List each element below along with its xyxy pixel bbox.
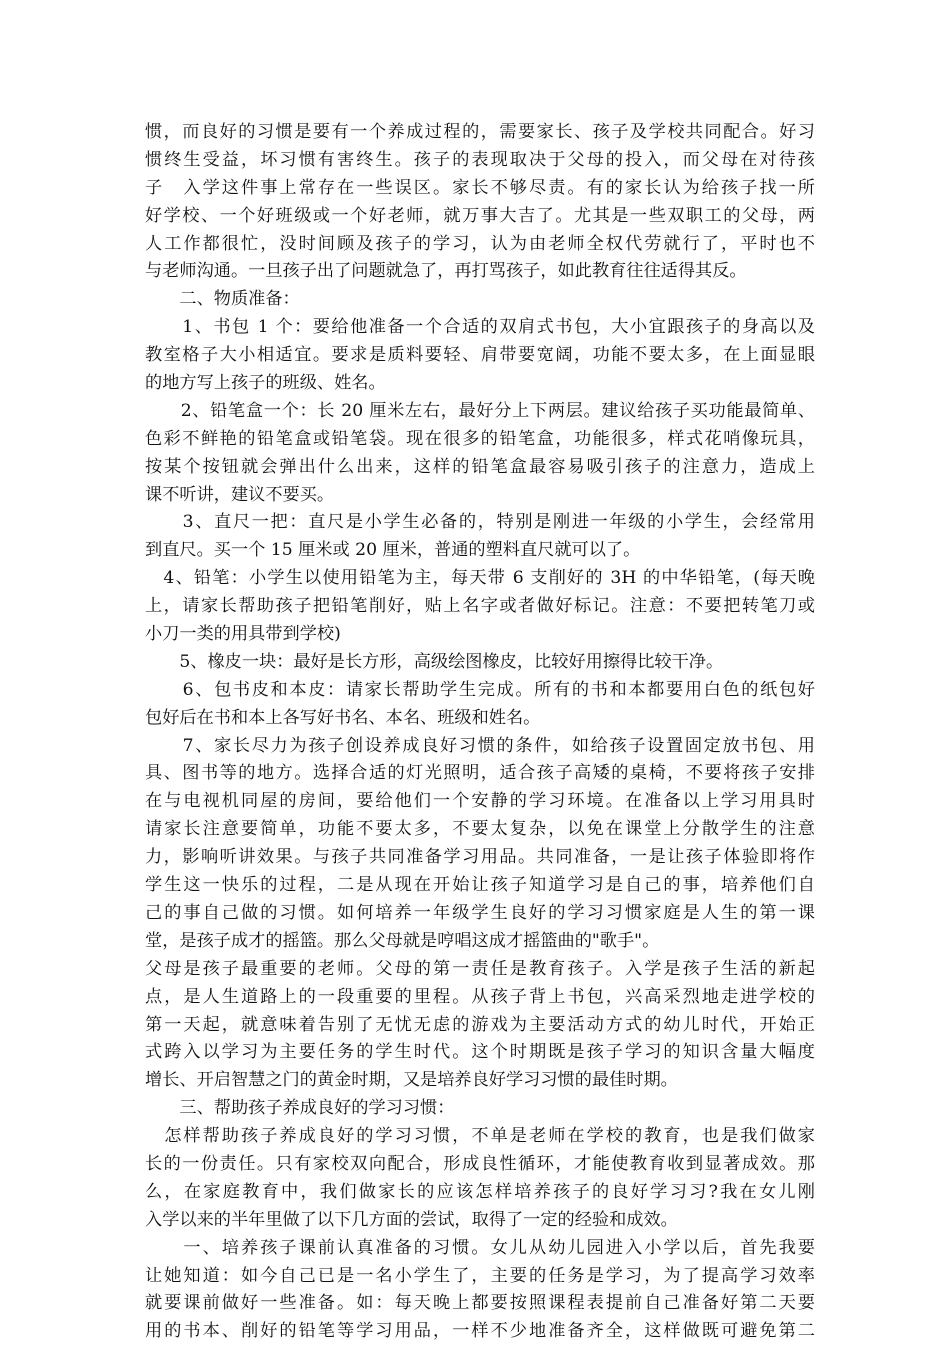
text-line: 堂，是孩子成才的摇篮。那么父母就是哼唱这成才摇篮曲的"歌手"。 — [145, 930, 660, 951]
text-line: 父母是孩子最重要的老师。父母的第一责任是教育孩子。入学是孩子生活的新起 — [145, 958, 815, 979]
text-line: 具、图书等的地方。选择合适的灯光照明，适合孩子高矮的桌椅，不要将孩子安排 — [145, 763, 815, 784]
document-body-text — [145, 119, 815, 1346]
text-line: 上，请家长帮助孩子把铅笔削好，贴上名字或者做好标记。注意：不要把转笔刀或 — [145, 596, 815, 617]
text-line: 三、帮助孩子养成良好的学习习惯： — [145, 1098, 455, 1119]
text-line: 5、橡皮一块：最好是长方形，高级绘图橡皮，比较好用擦得比较干净。 — [145, 651, 724, 672]
text-line: 怎样帮助孩子养成良好的学习习惯，不单是老师在学校的教育，也是我们做家 — [145, 1126, 815, 1147]
text-line: 增长、开启智慧之门的黄金时期，又是培养良好学习习惯的最佳时期。 — [145, 1070, 678, 1091]
text-line: 一、培养孩子课前认真准备的习惯。女儿从幼儿园进入小学以后，首先我要 — [145, 1237, 815, 1258]
text-line: 与老师沟通。一旦孩子出了问题就急了，再打骂孩子，如此教育往往适得其反。 — [145, 261, 747, 282]
text-line: 请家长注意要简单，功能不要太多，不要太复杂，以免在课堂上分散学生的注意 — [145, 819, 815, 840]
text-line: 在与电视机同屋的房间，要给他们一个安静的学习环境。在准备以上学习用具时 — [145, 791, 815, 812]
text-line: 人工作都很忙，没时间顾及孩子的学习，认为由老师全权代劳就行了，平时也不 — [145, 233, 815, 254]
text-line: 子 入学这件事上常存在一些误区。家长不够尽责。有的家长认为给孩子找一所 — [145, 177, 815, 198]
text-line: 按某个按钮就会弹出什么出来，这样的铅笔盒最容易吸引孩子的注意力，造成上 — [145, 456, 815, 477]
text-line: 7、家长尽力为孩子创设养成良好习惯的条件，如给孩子设置固定放书包、用 — [145, 735, 815, 756]
text-line: 小刀一类的用具带到学校) — [145, 624, 341, 645]
text-line: 3、直尺一把：直尺是小学生必备的，特别是刚进一年级的小学生，会经常用 — [145, 512, 815, 533]
text-line: 己的事自己做的习惯。如何培养一年级学生良好的学习习惯家庭是人生的第一课 — [145, 902, 815, 923]
text-line: 6、包书皮和本皮：请家长帮助学生完成。所有的书和本都要用白色的纸包好 — [145, 679, 815, 700]
text-line: 力，影响听讲效果。与孩子共同准备学习用品。共同准备，一是让孩子体验即将作 — [145, 847, 815, 868]
text-line: 式跨入以学习为主要任务的学生时代。这个时期既是孩子学习的知识含量大幅度 — [145, 1042, 815, 1063]
text-line: 色彩不鲜艳的铅笔盒或铅笔袋。现在很多的铅笔盒，功能很多，样式花哨像玩具， — [145, 428, 815, 449]
text-line: 1、书包 1 个：要给他准备一个合适的双肩式书包，大小宜跟孩子的身高以及 — [145, 317, 815, 338]
text-line: 让她知道：如今自己已是一名小学生了，主要的任务是学习，为了提高学习效率 — [145, 1265, 815, 1286]
text-line: 学生这一快乐的过程，二是从现在开始让孩子知道学习是自己的事，培养他们自 — [145, 875, 815, 896]
text-line: 长的一份责任。只有家校双向配合，形成良性循环，才能使教育收到显著成效。那 — [145, 1153, 815, 1174]
text-line: 惯，而良好的习惯是要有一个养成过程的，需要家长、孩子及学校共同配合。好习 — [145, 122, 815, 142]
text-line: 惯终生受益，坏习惯有害终生。孩子的表现取决于父母的投入，而父母在对待孩 — [145, 149, 815, 170]
text-line: 2、铅笔盒一个：长 20 厘米左右，最好分上下两层。建议给孩子买功能最简单、 — [145, 400, 815, 421]
text-line: 么，在家庭教育中，我们做家长的应该怎样培养孩子的良好学习习?我在女儿刚 — [145, 1181, 815, 1202]
text-line: 到直尺。买一个 15 厘米或 20 厘米，普通的塑料直尺就可以了。 — [145, 540, 641, 561]
text-line: 好学校、一个好班级或一个好老师，就万事大吉了。尤其是一些双职工的父母，两 — [145, 205, 815, 226]
text-line: 包好后在书和本上各写好书名、本名、班级和姓名。 — [145, 707, 541, 728]
text-line: 课不听讲，建议不要买。 — [145, 484, 335, 505]
text-line: 教室格子大小相适宜。要求是质料要轻、肩带要宽阔，功能不要太多，在上面显眼 — [145, 345, 815, 366]
text-line: 点，是人生道路上的一段重要的里程。从孩子背上书包，兴高采烈地走进学校的 — [145, 986, 815, 1007]
text-line: 二、物质准备： — [145, 289, 300, 310]
text-line: 4、铅笔：小学生以使用铅笔为主，每天带 6 支削好的 3H 的中华铅笔，(每天晚 — [145, 568, 815, 589]
text-line: 用的书本、削好的铅笔等学习用品，一样不少地准备齐全，这样做既可避免第二 — [145, 1321, 815, 1342]
text-line: 就要课前做好一些准备。如：每天晚上都要按照课程表提前自己准备好第二天要 — [145, 1293, 815, 1314]
text-line: 第一天起，就意味着告别了无忧无虑的游戏为主要活动方式的幼儿时代，开始正 — [145, 1014, 815, 1035]
text-line: 的地方写上孩子的班级、姓名。 — [145, 373, 386, 394]
text-line: 入学以来的半年里做了以下几方面的尝试，取得了一定的经验和成效。 — [145, 1209, 678, 1230]
